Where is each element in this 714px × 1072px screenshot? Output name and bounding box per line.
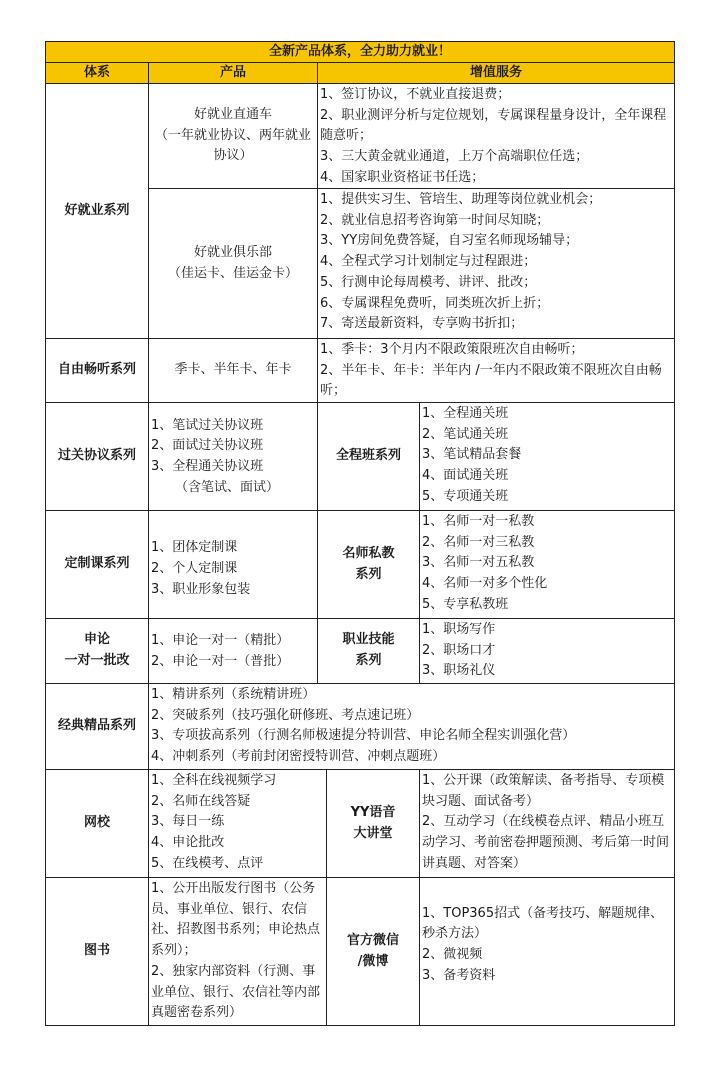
list-item: 4、冲刺系列（考前封闭密授特训营、冲刺点题班） <box>151 749 446 765</box>
list-item: 1、职场写作 <box>422 622 496 637</box>
list-item: 2、突破系列（技巧强化研修班、考点速记班） <box>151 707 420 723</box>
list-item: 2、独家内部资料（行测、事业单位、银行、农信社等内部真题密卷系列） <box>151 963 321 1021</box>
list-item: 5、专享私教班 <box>422 596 509 612</box>
system-guoguan: 过关协议系列 <box>45 402 149 511</box>
list-item: 2、互动学习（在线模卷点评、精品小班互动学习、考前密卷押题预测、考后第一时间讲真题、对答案） <box>422 814 670 871</box>
system-shenlun <box>45 618 149 684</box>
mid-yy <box>326 769 420 878</box>
list-item: 2、面试过关协议班 <box>151 438 264 454</box>
list-item: 2、就业信息招考咨询第一时间尽知晓； <box>320 212 550 228</box>
header-product: 产品 <box>148 62 318 84</box>
mid-line: /微博 <box>357 953 389 969</box>
list-item: 3、职场礼仪 <box>422 663 496 679</box>
list-item: 4、面试通关班 <box>422 468 509 484</box>
mid-line: 系列 <box>355 653 382 668</box>
system-jingdian: 经典精品系列 <box>45 683 149 770</box>
list-item: 1、笔试过关协议班 <box>151 417 264 433</box>
list-item: 1、全科在线视频学习 <box>151 773 277 788</box>
system-wangxiao: 网校 <box>45 769 149 878</box>
list-item: 1、公开出版发行图书（公务员、事业单位、银行、农信社、招教图书系列；申论热点系列）； <box>151 881 321 959</box>
table-banner: 全新产品体系，全力助力就业！ <box>45 41 675 63</box>
service-dingzhi <box>419 510 675 619</box>
header-system: 体系 <box>45 62 149 84</box>
list-item: 4、名师一对多个性化 <box>422 576 548 592</box>
system-tushu: 图书 <box>45 877 149 1026</box>
list-item: 1、申论一对一（精批） <box>151 632 290 648</box>
system-ziyou: 自由畅听系列 <box>45 338 149 403</box>
list-item: 2、职业测评分析与定位规划，专属课程量身设计，全年课程随意听； <box>320 107 667 144</box>
list-item: 1、季卡：3个月内不限政策限班次自由畅听； <box>320 342 584 357</box>
mid-line: 职业技能 <box>342 632 395 648</box>
product-wangxiao <box>148 769 327 878</box>
list-item: 5、在线模考、点评 <box>151 855 264 871</box>
mid-line: YY语音 <box>350 804 396 820</box>
list-item: 1、签订协议，不就业直接退费； <box>320 87 511 102</box>
list-item: 2、微视频 <box>422 947 483 962</box>
list-item: 3、每日一练 <box>151 814 225 830</box>
list-item: 1、TOP365招式（备考技巧、解题规律、秒杀方法） <box>422 905 664 942</box>
list-item: 1、名师一对一私教 <box>422 514 535 529</box>
list-item: 2、职场口才 <box>422 642 496 658</box>
mid-line: 官方微信 <box>346 932 399 948</box>
service-jingdian <box>148 683 675 770</box>
list-item: 4、国家职业资格证书任选； <box>320 169 485 185</box>
club-line: （佳运卡、佳运金卡） <box>167 265 298 281</box>
system-line: 申论 <box>83 632 110 648</box>
club-line: 好就业俱乐部 <box>193 244 272 260</box>
service-haojiuye-car <box>317 83 675 189</box>
product-dingzhi <box>148 510 318 619</box>
list-item: 3、备考资料 <box>422 967 496 983</box>
list-item: 2、个人定制课 <box>151 561 238 577</box>
mid-jineng <box>317 618 420 684</box>
car-line: 好就业直通车 <box>193 106 272 122</box>
list-item: 2、名师一对三私教 <box>422 534 535 550</box>
list-item: 1、全程通关班 <box>422 406 509 421</box>
mid-line: 名师私教 <box>342 545 395 561</box>
list-item: 3、名师一对五私教 <box>422 555 535 571</box>
list-item: 3、职业形象包装 <box>151 581 251 597</box>
system-haojiuye: 好就业系列 <box>45 83 149 339</box>
mid-line: 大讲堂 <box>353 825 393 841</box>
mid-weixin <box>326 877 420 1026</box>
system-dingzhi: 定制课系列 <box>45 510 149 619</box>
list-item: 3、全程通关协议班 <box>151 459 264 474</box>
service-haojiuye-club <box>317 188 675 339</box>
product-haojiuye-car <box>148 83 318 189</box>
product-guoguan <box>148 402 318 511</box>
list-item: 7、寄送最新资料，专享购书折扣； <box>320 316 524 332</box>
list-item: 1、提供实习生、管培生、助理等岗位就业机会； <box>320 192 602 207</box>
list-item: 3、三大黄金就业通道，上万个高端职位任选； <box>320 149 589 165</box>
list-item: （含笔试、面试） <box>175 479 280 495</box>
list-item: 5、行测申论每周模考、讲评、批改； <box>320 274 537 290</box>
mid-quancheng: 全程班系列 <box>317 402 420 511</box>
list-item: 1、公开课（政策解读、备考指导、专项模块习题、面试备考） <box>422 773 665 809</box>
list-item: 2、半年卡、年卡：半年内 /一年内不限政策不限班次自由畅听； <box>320 362 662 399</box>
list-item: 1、精讲系列（系统精讲班） <box>151 687 316 702</box>
mid-sijiao <box>317 510 420 619</box>
header-service: 增值服务 <box>317 62 675 84</box>
car-line: （一年就业协议、两年就业 <box>154 127 311 143</box>
list-item: 6、专属课程免费听，同类班次折上折； <box>320 295 550 311</box>
product-haojiuye-club <box>148 188 318 339</box>
product-table <box>45 41 675 1026</box>
list-item: 5、专项通关班 <box>422 488 509 504</box>
list-item: 2、笔试通关班 <box>422 426 509 442</box>
list-item: 1、团体定制课 <box>151 540 238 556</box>
product-tushu <box>148 877 327 1026</box>
product-shenlun <box>148 618 318 684</box>
list-item: 2、申论一对一（普批） <box>151 653 290 669</box>
product-ziyou: 季卡、半年卡、年卡 <box>148 338 318 403</box>
system-line: 一对一批改 <box>64 653 130 668</box>
list-item: 3、专项拔高系列（行测名师极速提分特训营、申论名师全程实训强化营） <box>151 728 576 744</box>
list-item: 4、申论批改 <box>151 835 225 851</box>
list-item: 4、全程式学习计划制定与过程跟进； <box>320 254 537 270</box>
list-item: 3、笔试精品套餐 <box>422 447 522 463</box>
service-yy <box>419 769 675 878</box>
car-line: 协议） <box>213 148 253 164</box>
mid-line: 系列 <box>355 566 382 582</box>
service-weixin <box>419 877 675 1026</box>
list-item: 2、名师在线答疑 <box>151 793 251 809</box>
list-item: 3、YY房间免费答疑，自习室名师现场辅导； <box>320 233 579 249</box>
service-ziyou <box>317 338 675 403</box>
service-jineng <box>419 618 675 684</box>
service-guoguan <box>419 402 675 511</box>
